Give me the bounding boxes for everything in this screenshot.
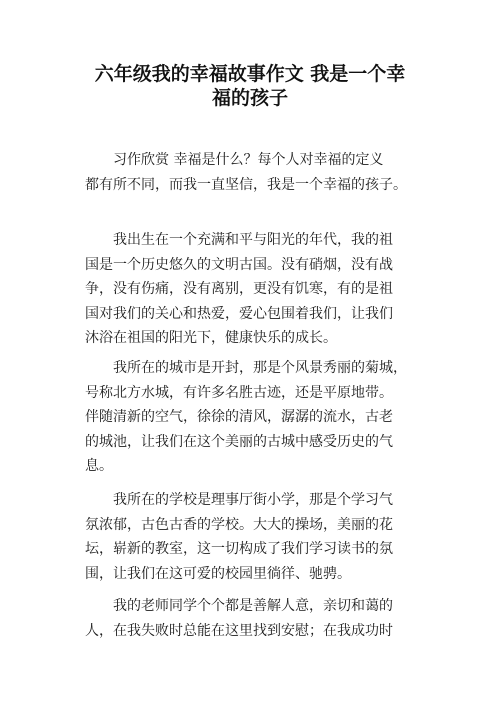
paragraph-4: [85, 488, 430, 586]
paragraph-line: 伴随清新的空气，徐徐的清风，潺潺的流水，古老: [85, 409, 393, 425]
paragraph-line: 围，让我们在这可爱的校园里徜徉、驰骋。: [85, 565, 351, 582]
paragraph-1: [85, 148, 430, 197]
paragraph-line: 的城池，让我们在这个美丽的古城中感受历史的气: [85, 433, 393, 450]
paragraph-line: 人，在我失败时总能在这里找到安慰；在我成功时: [85, 622, 393, 639]
paragraph-line: 我的老师同学个个都是善解人意，亲切和蔼的: [113, 598, 393, 614]
paragraph-line: 都有所不同，而我一直坚信，我是一个幸福的孩子。: [85, 176, 407, 193]
paragraph-line: 氛浓郁，古色古香的学校。大大的操场，美丽的花: [85, 516, 393, 533]
paragraph-line: 习作欣赏 幸福是什么？每个人对幸福的定义: [113, 152, 384, 168]
paragraph-3: [85, 356, 430, 479]
paragraph-line: 息。: [85, 458, 113, 474]
paragraph-line: 号称北方水城，有许多名胜古迹，还是平原地带。: [85, 384, 393, 401]
paragraph-line: 我所在的学校是理事厅街小学，那是个学习气: [113, 492, 393, 508]
paragraph-line: 国是一个历史悠久的文明古国。没有硝烟，没有战: [85, 256, 393, 273]
title-line-2: 福的孩子: [211, 87, 288, 109]
document-title: [60, 62, 440, 110]
paragraph-line: 我所在的城市是开封，那是个风景秀丽的菊城，: [113, 360, 407, 376]
paragraph-2: [85, 228, 430, 351]
paragraph-line: 争，没有伤痛，没有离别，更没有饥寒，有的是祖: [85, 281, 393, 297]
paragraph-5: [85, 594, 430, 643]
paragraph-line: 国对我们的关心和热爱，爱心包围着我们，让我们: [85, 305, 393, 322]
paragraph-line: 我出生在一个充满和平与阳光的年代，我的祖: [113, 232, 393, 248]
paragraph-line: 沐浴在祖国的阳光下，健康快乐的成长。: [85, 330, 337, 346]
title-line-1: 六年级我的幸福故事作文 我是一个幸: [94, 63, 406, 85]
paragraph-line: 坛，崭新的教室，这一切构成了我们学习读书的氛: [85, 541, 393, 557]
